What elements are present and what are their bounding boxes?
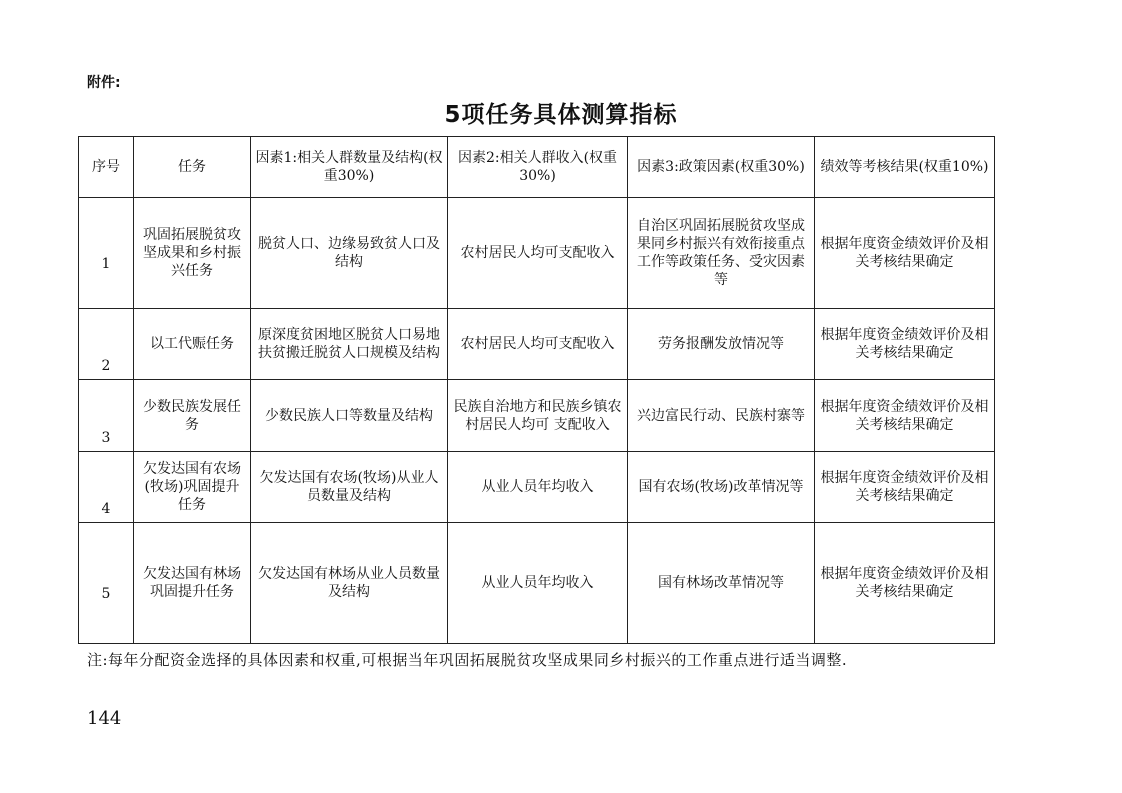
footnote: 注:每年分配资金选择的具体因素和权重,可根据当年巩固拓展脱贫攻坚成果同乡村振兴的工作重点进行适当调整. [87, 651, 848, 669]
attachment-label: 附件: [87, 75, 121, 91]
row-factor1: 脱贫人口、边缘易致贫人口及结构 [251, 198, 448, 309]
row-factor1: 原深度贫困地区脱贫人口易地扶贫搬迁脱贫人口规模及结构 [251, 309, 448, 380]
row-factor3: 自治区巩固拓展脱贫攻坚成果同乡村振兴有效衔接重点工作等政策任务、受灾因素等 [628, 198, 815, 309]
indicator-table [78, 136, 995, 644]
row-seq: 1 [79, 198, 134, 309]
page-number: 144 [87, 708, 122, 729]
row-seq: 2 [79, 309, 134, 380]
row-task: 巩固拓展脱贫攻坚成果和乡村振兴任务 [134, 198, 251, 309]
row-factor2: 从业人员年均收入 [448, 452, 628, 523]
row-perf: 根据年度资金绩效评价及相关考核结果确定 [815, 380, 995, 452]
page-title: 5项任务具体测算指标 [444, 102, 678, 128]
table-row [79, 523, 995, 644]
row-factor3: 劳务报酬发放情况等 [628, 309, 815, 380]
table-row [79, 380, 995, 452]
table-row [79, 452, 995, 523]
row-factor2: 农村居民人均可支配收入 [448, 198, 628, 309]
row-perf: 根据年度资金绩效评价及相关考核结果确定 [815, 452, 995, 523]
row-factor3: 国有农场(牧场)改革情况等 [628, 452, 815, 523]
table-row [79, 309, 995, 380]
column-header-task: 任务 [134, 137, 251, 198]
table-header-row [79, 137, 995, 198]
row-task: 少数民族发展任务 [134, 380, 251, 452]
row-factor1: 欠发达国有林场从业人员数量及结构 [251, 523, 448, 644]
row-task: 以工代赈任务 [134, 309, 251, 380]
row-seq: 5 [79, 523, 134, 644]
row-factor2: 农村居民人均可支配收入 [448, 309, 628, 380]
column-header-factor3: 因素3:政策因素(权重30%) [628, 137, 815, 198]
row-seq: 3 [79, 380, 134, 452]
row-factor2: 从业人员年均收入 [448, 523, 628, 644]
table-row [79, 198, 995, 309]
row-factor3: 兴边富民行动、民族村寨等 [628, 380, 815, 452]
column-header-factor2: 因素2:相关人群收入(权重30%) [448, 137, 628, 198]
column-header-perf: 绩效等考核结果(权重10%) [815, 137, 995, 198]
row-perf: 根据年度资金绩效评价及相关考核结果确定 [815, 309, 995, 380]
column-header-factor1: 因素1:相关人群数量及结构(权重30%) [251, 137, 448, 198]
row-task: 欠发达国有林场巩固提升任务 [134, 523, 251, 644]
row-factor2: 民族自治地方和民族乡镇农村居民人均可 支配收入 [448, 380, 628, 452]
row-factor1: 欠发达国有农场(牧场)从业人员数量及结构 [251, 452, 448, 523]
column-header-seq: 序号 [79, 137, 134, 198]
row-perf: 根据年度资金绩效评价及相关考核结果确定 [815, 523, 995, 644]
row-perf: 根据年度资金绩效评价及相关考核结果确定 [815, 198, 995, 309]
row-factor1: 少数民族人口等数量及结构 [251, 380, 448, 452]
row-factor3: 国有林场改革情况等 [628, 523, 815, 644]
row-task: 欠发达国有农场(牧场)巩固提升任务 [134, 452, 251, 523]
row-seq: 4 [79, 452, 134, 523]
